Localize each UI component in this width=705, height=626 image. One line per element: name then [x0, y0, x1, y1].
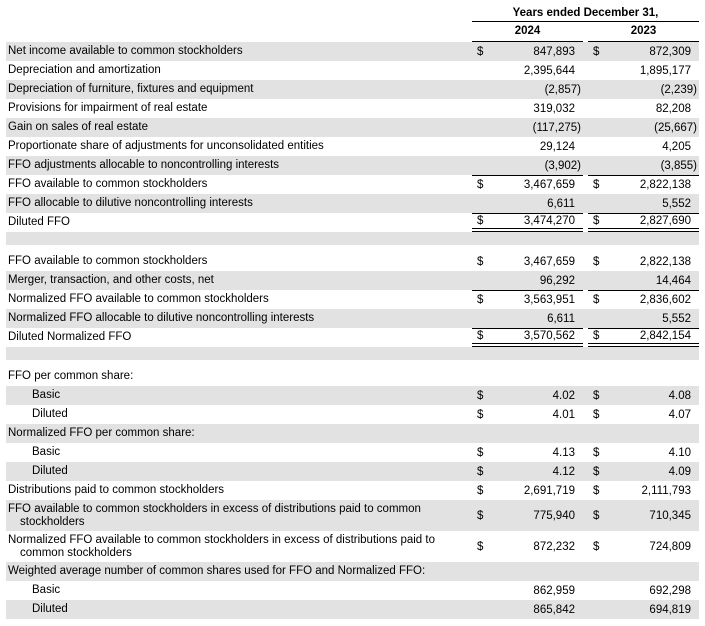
period-header-row — [6, 6, 699, 22]
value-cell-2024 — [472, 462, 583, 481]
value: 29,124 — [539, 140, 575, 153]
value: 6,611 — [547, 312, 575, 325]
currency-symbol: $ — [593, 330, 600, 342]
value-cell-2023 — [588, 290, 699, 309]
table-row — [6, 309, 699, 328]
value-cell-2023 — [588, 156, 699, 175]
value: 4.01 — [552, 408, 575, 421]
value: 5,552 — [662, 197, 691, 210]
currency-symbol: $ — [593, 179, 600, 191]
table-row — [6, 290, 699, 309]
row-label: Normalized FFO available to common stockholders — [8, 293, 269, 305]
value-cell-2023 — [588, 175, 699, 194]
value-cell-2023 — [588, 481, 699, 500]
value: 724,809 — [649, 540, 691, 553]
row-label: Weighted average number of common shares used for FFO and Normalized FFO: — [8, 565, 426, 577]
currency-symbol: $ — [593, 294, 600, 306]
table-row — [6, 137, 699, 156]
value: 1,895,177 — [639, 64, 691, 77]
value-cell-2023 — [588, 194, 699, 213]
value: (2,857) — [544, 83, 581, 96]
currency-symbol: $ — [477, 509, 484, 522]
table-row — [6, 531, 699, 562]
value-cell-2024 — [472, 562, 583, 581]
value: 3,570,562 — [523, 330, 575, 342]
value: 3,563,951 — [523, 294, 575, 306]
header-label-spacer — [6, 22, 472, 42]
table-row — [6, 424, 699, 443]
value: (25,667) — [654, 121, 697, 134]
currency-symbol: $ — [593, 255, 600, 268]
value-cell-2023 — [588, 309, 699, 328]
table-row — [6, 443, 699, 462]
row-label: FFO adjustments allocable to noncontrolling interests — [8, 159, 280, 171]
value: 14,464 — [655, 274, 691, 287]
currency-symbol: $ — [593, 408, 600, 421]
currency-symbol: $ — [477, 484, 484, 497]
value-cell-2024 — [472, 42, 583, 61]
table-row — [6, 386, 699, 405]
value: 872,232 — [533, 540, 575, 553]
value-cell-2023 — [588, 581, 699, 600]
value: (2,239) — [660, 83, 697, 96]
period-header: Years ended December 31, — [472, 6, 699, 22]
value-cell-2024 — [472, 367, 583, 386]
row-label: Diluted — [32, 603, 68, 615]
value-cell-2024 — [472, 61, 583, 80]
currency-symbol: $ — [477, 255, 484, 268]
row-label: FFO available to common stockholders in excess of distributions paid to common stockholders — [8, 502, 421, 528]
value-cell-2024 — [472, 252, 583, 271]
value-cell-2023 — [588, 600, 699, 619]
value-cell-2024 — [472, 137, 583, 156]
value: 96,292 — [539, 274, 575, 287]
value-cell-2023 — [588, 213, 699, 232]
value-cell-2024 — [472, 175, 583, 194]
header-label-spacer — [6, 6, 472, 22]
row-label: Merger, transaction, and other costs, net — [8, 274, 214, 286]
table-row — [6, 562, 699, 581]
row-label: Depreciation and amortization — [8, 64, 161, 76]
value: 4.12 — [552, 465, 575, 478]
value-cell-2024 — [472, 481, 583, 500]
table-row — [6, 156, 699, 175]
value-cell-2024 — [472, 80, 583, 99]
value-cell-2024 — [472, 290, 583, 309]
value: 82,208 — [655, 102, 691, 115]
currency-symbol: $ — [593, 484, 600, 497]
spacer-row — [0, 360, 705, 367]
row-label: Provisions for impairment of real estate — [8, 102, 208, 114]
table-row — [6, 99, 699, 118]
value: 2,691,719 — [523, 484, 575, 497]
value-cell-2024 — [472, 600, 583, 619]
value-cell-2023 — [588, 500, 699, 531]
value: 710,345 — [649, 509, 691, 522]
column-header-2024: 2024 — [472, 22, 583, 42]
value-cell-2023 — [588, 271, 699, 290]
table-row — [6, 328, 699, 347]
currency-symbol: $ — [477, 408, 484, 421]
value: 847,893 — [533, 45, 575, 58]
column-header-2023: 2023 — [588, 22, 699, 42]
value-cell-2024 — [472, 328, 583, 347]
currency-symbol: $ — [477, 465, 484, 478]
row-label: Proportionate share of adjustments for unconsolidated entities — [8, 140, 324, 152]
value: 319,032 — [533, 102, 575, 115]
value-cell-2023 — [588, 252, 699, 271]
value-cell-2024 — [472, 213, 583, 232]
value-cell-2023 — [588, 80, 699, 99]
value-cell-2023 — [588, 443, 699, 462]
currency-symbol: $ — [477, 389, 484, 402]
table-row — [6, 600, 699, 619]
value: 4.07 — [668, 408, 691, 421]
value-cell-2023 — [588, 328, 699, 347]
value: 3,467,659 — [523, 255, 575, 268]
row-label: Basic — [32, 389, 61, 401]
value: 2,836,602 — [639, 294, 691, 306]
value: 4.09 — [668, 465, 691, 478]
currency-symbol: $ — [593, 509, 600, 522]
spacer-row — [0, 245, 705, 252]
value: 4.10 — [668, 446, 691, 459]
value: 6,611 — [547, 197, 575, 210]
table-row — [6, 481, 699, 500]
currency-symbol: $ — [477, 330, 484, 342]
value: 4.08 — [668, 389, 691, 402]
table-row — [6, 405, 699, 424]
value-cell-2024 — [472, 500, 583, 531]
currency-symbol: $ — [477, 446, 484, 459]
row-label: Diluted — [32, 408, 68, 420]
currency-symbol: $ — [477, 179, 484, 191]
row-label: Basic — [32, 584, 61, 596]
table-row — [6, 118, 699, 137]
table-row — [6, 42, 699, 61]
value: 2,111,793 — [641, 484, 691, 497]
currency-symbol: $ — [477, 45, 484, 58]
table-row — [6, 80, 699, 99]
value-cell-2024 — [472, 386, 583, 405]
value: 872,309 — [649, 45, 691, 58]
value: 2,842,154 — [639, 330, 691, 342]
table-row — [6, 367, 699, 386]
value-cell-2023 — [588, 367, 699, 386]
value-cell-2024 — [472, 309, 583, 328]
value-cell-2024 — [472, 405, 583, 424]
year-header-row — [6, 22, 699, 42]
table-row — [6, 500, 699, 531]
table-row — [6, 213, 699, 232]
row-label: FFO allocable to dilutive noncontrolling interests — [8, 197, 253, 209]
table-row — [6, 194, 699, 213]
value: 2,827,690 — [639, 215, 691, 227]
value: (3,902) — [544, 159, 581, 172]
value-cell-2024 — [472, 99, 583, 118]
row-label: Diluted Normalized FFO — [8, 331, 132, 343]
value: 4,205 — [662, 140, 691, 153]
value: 775,940 — [533, 509, 575, 522]
row-label: Distributions paid to common stockholders — [8, 484, 225, 496]
table-row — [6, 252, 699, 271]
value-cell-2023 — [588, 118, 699, 137]
value-cell-2024 — [472, 443, 583, 462]
value-cell-2024 — [472, 156, 583, 175]
value: 4.13 — [552, 446, 575, 459]
currency-symbol: $ — [593, 389, 600, 402]
value-cell-2023 — [588, 137, 699, 156]
value: 2,395,644 — [523, 64, 575, 77]
value-cell-2024 — [472, 194, 583, 213]
row-label: FFO per common share: — [8, 370, 134, 382]
row-label: Normalized FFO available to common stockholders in excess of distributions paid to common stockholders — [8, 533, 435, 559]
value-cell-2023 — [588, 386, 699, 405]
table-body — [0, 42, 705, 619]
value: 692,298 — [649, 584, 691, 597]
row-label: Depreciation of furniture, fixtures and equipment — [8, 83, 254, 95]
value: (117,275) — [532, 121, 581, 134]
value-cell-2024 — [472, 531, 583, 562]
value-cell-2023 — [588, 531, 699, 562]
row-label: Basic — [32, 446, 61, 458]
value-cell-2023 — [588, 42, 699, 61]
value-cell-2023 — [588, 424, 699, 443]
value-cell-2023 — [588, 99, 699, 118]
row-label: Diluted FFO — [8, 216, 70, 228]
value-cell-2023 — [588, 562, 699, 581]
row-label: Normalized FFO per common share: — [8, 427, 195, 439]
value: 4.02 — [552, 389, 575, 402]
value: 3,467,659 — [523, 179, 575, 191]
row-label: FFO available to common stockholders — [8, 255, 208, 267]
currency-symbol: $ — [593, 540, 600, 553]
value: 694,819 — [649, 603, 691, 616]
table-row — [6, 61, 699, 80]
value-cell-2024 — [472, 271, 583, 290]
currency-symbol: $ — [593, 446, 600, 459]
value: 5,552 — [662, 312, 691, 325]
value: 862,959 — [533, 584, 575, 597]
currency-symbol: $ — [477, 215, 484, 227]
table-row — [6, 581, 699, 600]
currency-symbol: $ — [593, 215, 600, 227]
currency-symbol: $ — [477, 294, 484, 306]
row-label: Diluted — [32, 465, 68, 477]
value-cell-2024 — [472, 424, 583, 443]
row-label: Net income available to common stockholders — [8, 45, 243, 57]
currency-symbol: $ — [477, 540, 484, 553]
table-row — [6, 175, 699, 194]
currency-symbol: $ — [593, 465, 600, 478]
value: 3,474,270 — [523, 215, 575, 227]
table-row — [6, 462, 699, 481]
value: (3,855) — [660, 159, 697, 172]
value-cell-2024 — [472, 118, 583, 137]
value: 2,822,138 — [639, 255, 691, 268]
value: 2,822,138 — [639, 179, 691, 191]
spacer-row-shaded — [6, 347, 699, 360]
row-label: Normalized FFO allocable to dilutive noncontrolling interests — [8, 312, 315, 324]
value-cell-2024 — [472, 581, 583, 600]
value-cell-2023 — [588, 405, 699, 424]
row-label: FFO available to common stockholders — [8, 178, 208, 190]
value: 865,842 — [533, 603, 575, 616]
spacer-row-shaded — [6, 232, 699, 245]
value-cell-2023 — [588, 61, 699, 80]
table-row — [6, 271, 699, 290]
row-label: Gain on sales of real estate — [8, 121, 148, 133]
currency-symbol: $ — [593, 45, 600, 58]
value-cell-2023 — [588, 462, 699, 481]
